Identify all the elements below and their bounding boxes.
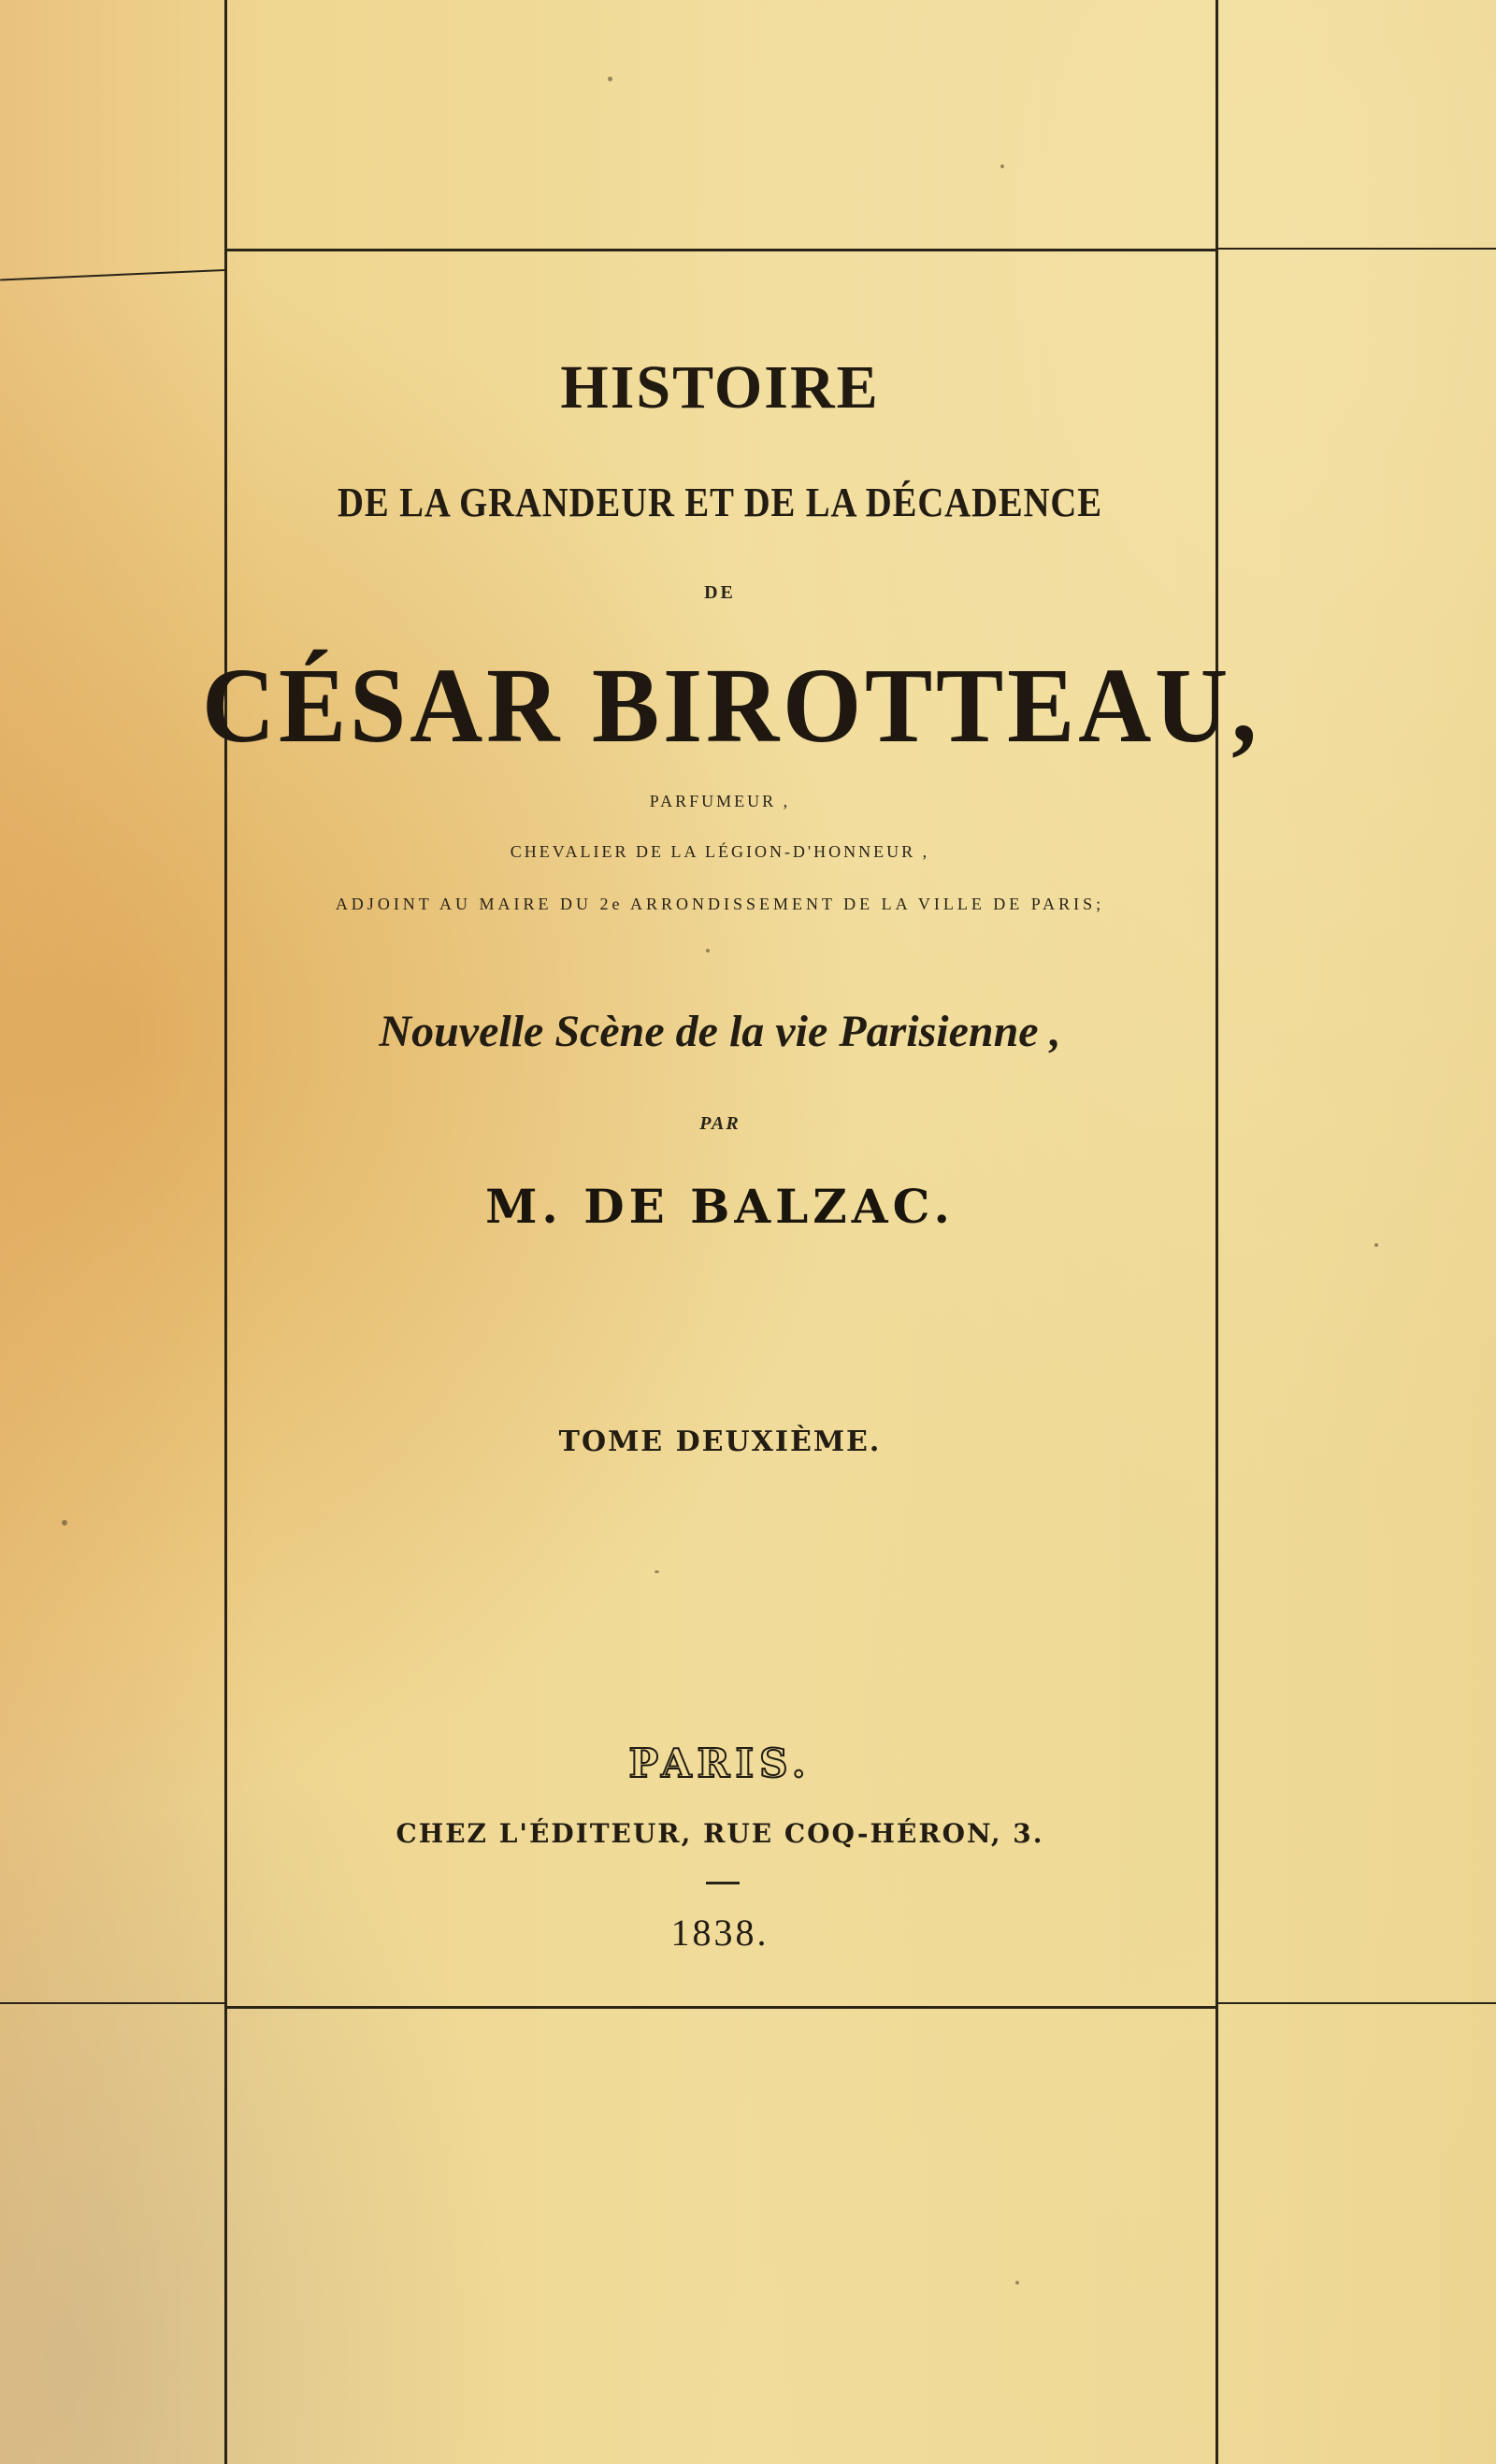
paper-speck bbox=[1015, 2281, 1019, 2285]
imprint-separator bbox=[706, 1882, 740, 1884]
title-parfumeur: PARFUMEUR , bbox=[649, 792, 791, 810]
paper-speck bbox=[1000, 165, 1004, 168]
paper-speck bbox=[654, 1570, 659, 1573]
fold-line-top-left bbox=[0, 269, 224, 280]
frame-rule-bottom bbox=[224, 2006, 1217, 2009]
paper-speck bbox=[706, 949, 710, 953]
by-label: PAR bbox=[699, 1113, 741, 1134]
paper-speck bbox=[608, 77, 612, 81]
imprint-publisher: CHEZ L'ÉDITEUR, RUE COQ-HÉRON, 3. bbox=[396, 1818, 1044, 1849]
author-name: M. DE BALZAC. bbox=[485, 1179, 955, 1234]
subtitle-scene: Nouvelle Scène de la vie Parisienne , bbox=[379, 1007, 1061, 1056]
title-adjoint: ADJOINT AU MAIRE DU 2e ARRONDISSEMENT DE LA VILLE DE PARIS; bbox=[335, 895, 1105, 913]
title-de: DE bbox=[704, 582, 736, 603]
title-chevalier: CHEVALIER DE LA LÉGION-D'HONNEUR , bbox=[510, 842, 930, 861]
frame-rule-top bbox=[224, 249, 1217, 251]
fold-line-bottom-right bbox=[1218, 2002, 1496, 2004]
title-grandeur-line: DE LA GRANDEUR ET DE LA DÉCADENCE bbox=[338, 480, 1102, 525]
fold-line-top-right bbox=[1218, 248, 1496, 250]
title-histoire: HISTOIRE bbox=[560, 353, 880, 422]
paper-speck bbox=[62, 1520, 67, 1526]
imprint-city: PARIS. bbox=[628, 1741, 812, 1786]
fold-line-bottom-left bbox=[0, 2002, 224, 2004]
imprint-year: 1838. bbox=[670, 1912, 770, 1954]
title-protagonist: CÉSAR BIROTTEAU, bbox=[201, 646, 1261, 765]
volume-label: TOME DEUXIÈME. bbox=[558, 1425, 882, 1458]
paper-speck bbox=[1374, 1243, 1378, 1247]
